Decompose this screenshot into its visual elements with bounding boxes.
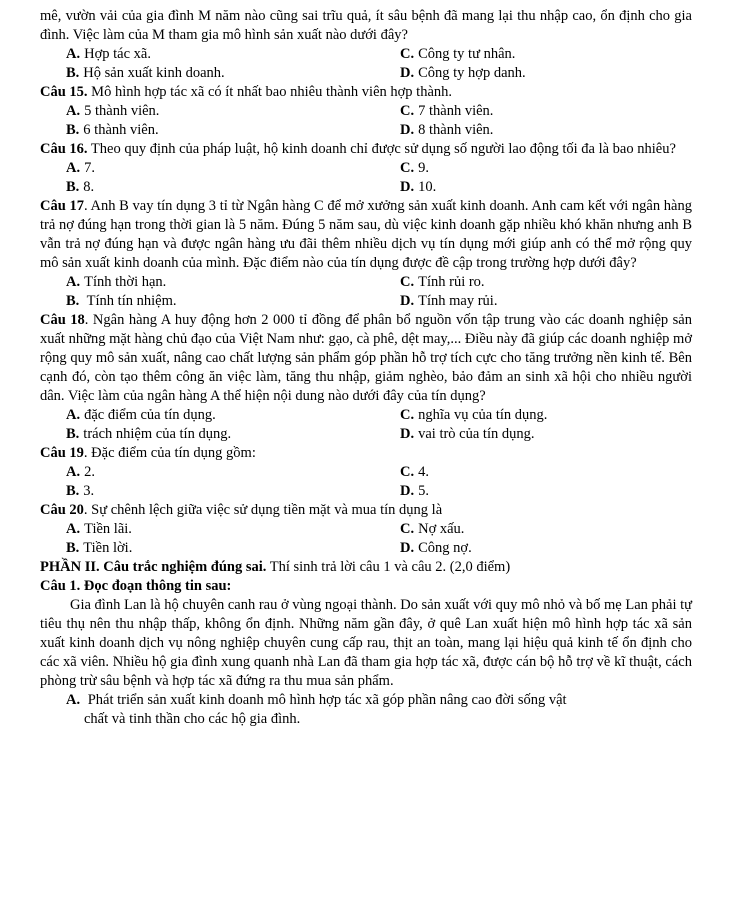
option-a[interactable]: A. 2.: [66, 464, 95, 480]
option-d[interactable]: D. Tính may rủi.: [400, 293, 498, 309]
question-15-label: Câu 15.: [40, 84, 88, 100]
option-c[interactable]: C. 4.: [400, 464, 429, 480]
question-14-options: [40, 45, 692, 83]
option-c[interactable]: C. 7 thành viên.: [400, 103, 494, 119]
option-d[interactable]: D. Công ty hợp danh.: [400, 65, 526, 81]
question-19-options: [40, 463, 692, 501]
question-17-label: Câu 17: [40, 198, 84, 214]
question-18-label: Câu 18: [40, 312, 85, 328]
question-15-stem: Câu 15. Mô hình hợp tác xã có ít nhất bao nhiêu thành viên hợp thành.: [40, 84, 453, 100]
part-2-heading: PHẦN II. Câu trắc nghiệm đúng sai. Thí sinh trả lời câu 1 và câu 2. (2,0 điểm): [40, 559, 511, 575]
option-c[interactable]: C. 9.: [400, 160, 429, 176]
question-20-label: Câu 20: [40, 502, 84, 518]
option-b[interactable]: B. trách nhiệm của tín dụng.: [66, 426, 232, 442]
statement-a[interactable]: A. Phát triển sản xuất kinh doanh mô hình hợp tác xã góp phần nâng cao đời sống vật chất và tinh thần cho các hộ gia đình.: [66, 692, 567, 727]
option-c[interactable]: C. Công ty tư nhân.: [400, 46, 516, 62]
question-16-label: Câu 16.: [40, 141, 88, 157]
option-c[interactable]: C. Tính rủi ro.: [400, 274, 485, 290]
option-a[interactable]: A. 5 thành viên.: [66, 103, 160, 119]
question-17-stem: Câu 17. Anh B vay tín dụng 3 tỉ từ Ngân hàng C để mở xưởng sản xuất kinh doanh. Anh cam kết với ngân hàng trả nợ đúng hạn trong thời gian là 5 năm. Đúng 5 năm sau, dù việc kinh doanh gặp nhiều khó khăn nhưng anh B vẫn trả nợ đúng hạn và được ngân hàng ưu đãi thêm nhiều dịch vụ tín dụng mới giúp anh có thể mở rộng quy mô sản xuất kinh doanh của mình. Đặc điểm nào của tín dụng được đề cập trong trường hợp dưới đây?: [40, 198, 692, 271]
question-18-stem: Câu 18. Ngân hàng A huy động hơn 2 000 tỉ đồng để phân bổ nguồn vốn tập trung vào các doanh nghiệp sản xuất những mặt hàng chủ đạo của Việt Nam như: gạo, cà phê, dệt may,... Điều này đã giúp các doanh nghiệp mở rộng quy mô sản xuất, nâng cao chất lượng sản phẩm góp phần hỗ trợ tích cực cho tăng trưởng nền kinh tế. Bên cạnh đó, còn tạo thêm công ăn việc làm, tăng thu nhập, giảm nghèo, bảo đảm an sinh xã hội cho nhiều người dân. Việc làm của ngân hàng A thể hiện nội dung nào dưới đây của tín dụng?: [40, 312, 692, 404]
option-b[interactable]: B. Tính tín nhiệm.: [66, 293, 177, 309]
question-14-stem-continued: mê, vườn vải của gia đình M năm nào cũng sai trĩu quả, ít sâu bệnh đã mang lại thu nhập cao, ổn định cho gia đình. Việc làm của M tham gia mô hình sản xuất nào dưới đây?: [40, 8, 692, 43]
option-d[interactable]: D. 8 thành viên.: [400, 122, 494, 138]
option-b[interactable]: B. Hộ sản xuất kinh doanh.: [66, 65, 225, 81]
option-a[interactable]: A. Tiền lãi.: [66, 521, 132, 537]
option-d[interactable]: D. vai trò của tín dụng.: [400, 426, 535, 442]
option-b[interactable]: B. 8.: [66, 179, 95, 195]
option-a[interactable]: A. 7.: [66, 160, 95, 176]
option-d[interactable]: D. Công nợ.: [400, 540, 472, 556]
option-a[interactable]: A. Hợp tác xã.: [66, 46, 151, 62]
question-19-label: Câu 19: [40, 445, 84, 461]
reading-passage: Gia đình Lan là hộ chuyên canh rau ở vùng ngoại thành. Do sản xuất với quy mô nhỏ và bố mẹ Lan phải tự tiêu thụ nên thu nhập thấp, không ổn định. Những năm gần đây, ở quê Lan xuất hiện mô hình hợp tác xã sản xuất kinh doanh dịch vụ nông nghiệp chuyên cung cấp rau, thịt an toàn, mang lại hiệu quả kinh tế ổn định cho các xã viên. Nhiều hộ gia đình xung quanh nhà Lan đã tham gia hợp tác xã, được cán bộ hỗ trợ về kĩ thuật, cách phòng trừ sâu bệnh và hợp tác xã đứng ra thu mua sản phẩm.: [40, 597, 692, 689]
option-c[interactable]: C. nghĩa vụ của tín dụng.: [400, 407, 548, 423]
part-2-question-1-label: Câu 1. Đọc đoạn thông tin sau:: [40, 578, 232, 594]
option-d[interactable]: D. 5.: [400, 483, 429, 499]
question-18-options: [40, 406, 692, 444]
option-a[interactable]: A. đặc điểm của tín dụng.: [66, 407, 216, 423]
question-20-options: [40, 520, 692, 558]
option-d[interactable]: D. 10.: [400, 179, 437, 195]
option-b[interactable]: B. 6 thành viên.: [66, 122, 159, 138]
question-15-options: [40, 102, 692, 140]
question-17-options: [40, 273, 692, 311]
exam-page: [40, 7, 692, 729]
question-19-stem: Câu 19. Đặc điểm của tín dụng gồm:: [40, 445, 256, 461]
option-c[interactable]: C. Nợ xấu.: [400, 521, 465, 537]
option-b[interactable]: B. Tiền lời.: [66, 540, 133, 556]
question-20-stem: Câu 20. Sự chênh lệch giữa việc sử dụng tiền mặt và mua tín dụng là: [40, 502, 443, 518]
question-16-options: [40, 159, 692, 197]
question-16-stem: Câu 16. Theo quy định của pháp luật, hộ kinh doanh chỉ được sử dụng số người lao động tối đa là bao nhiêu?: [40, 141, 676, 157]
option-a[interactable]: A. Tính thời hạn.: [66, 274, 167, 290]
option-b[interactable]: B. 3.: [66, 483, 95, 499]
